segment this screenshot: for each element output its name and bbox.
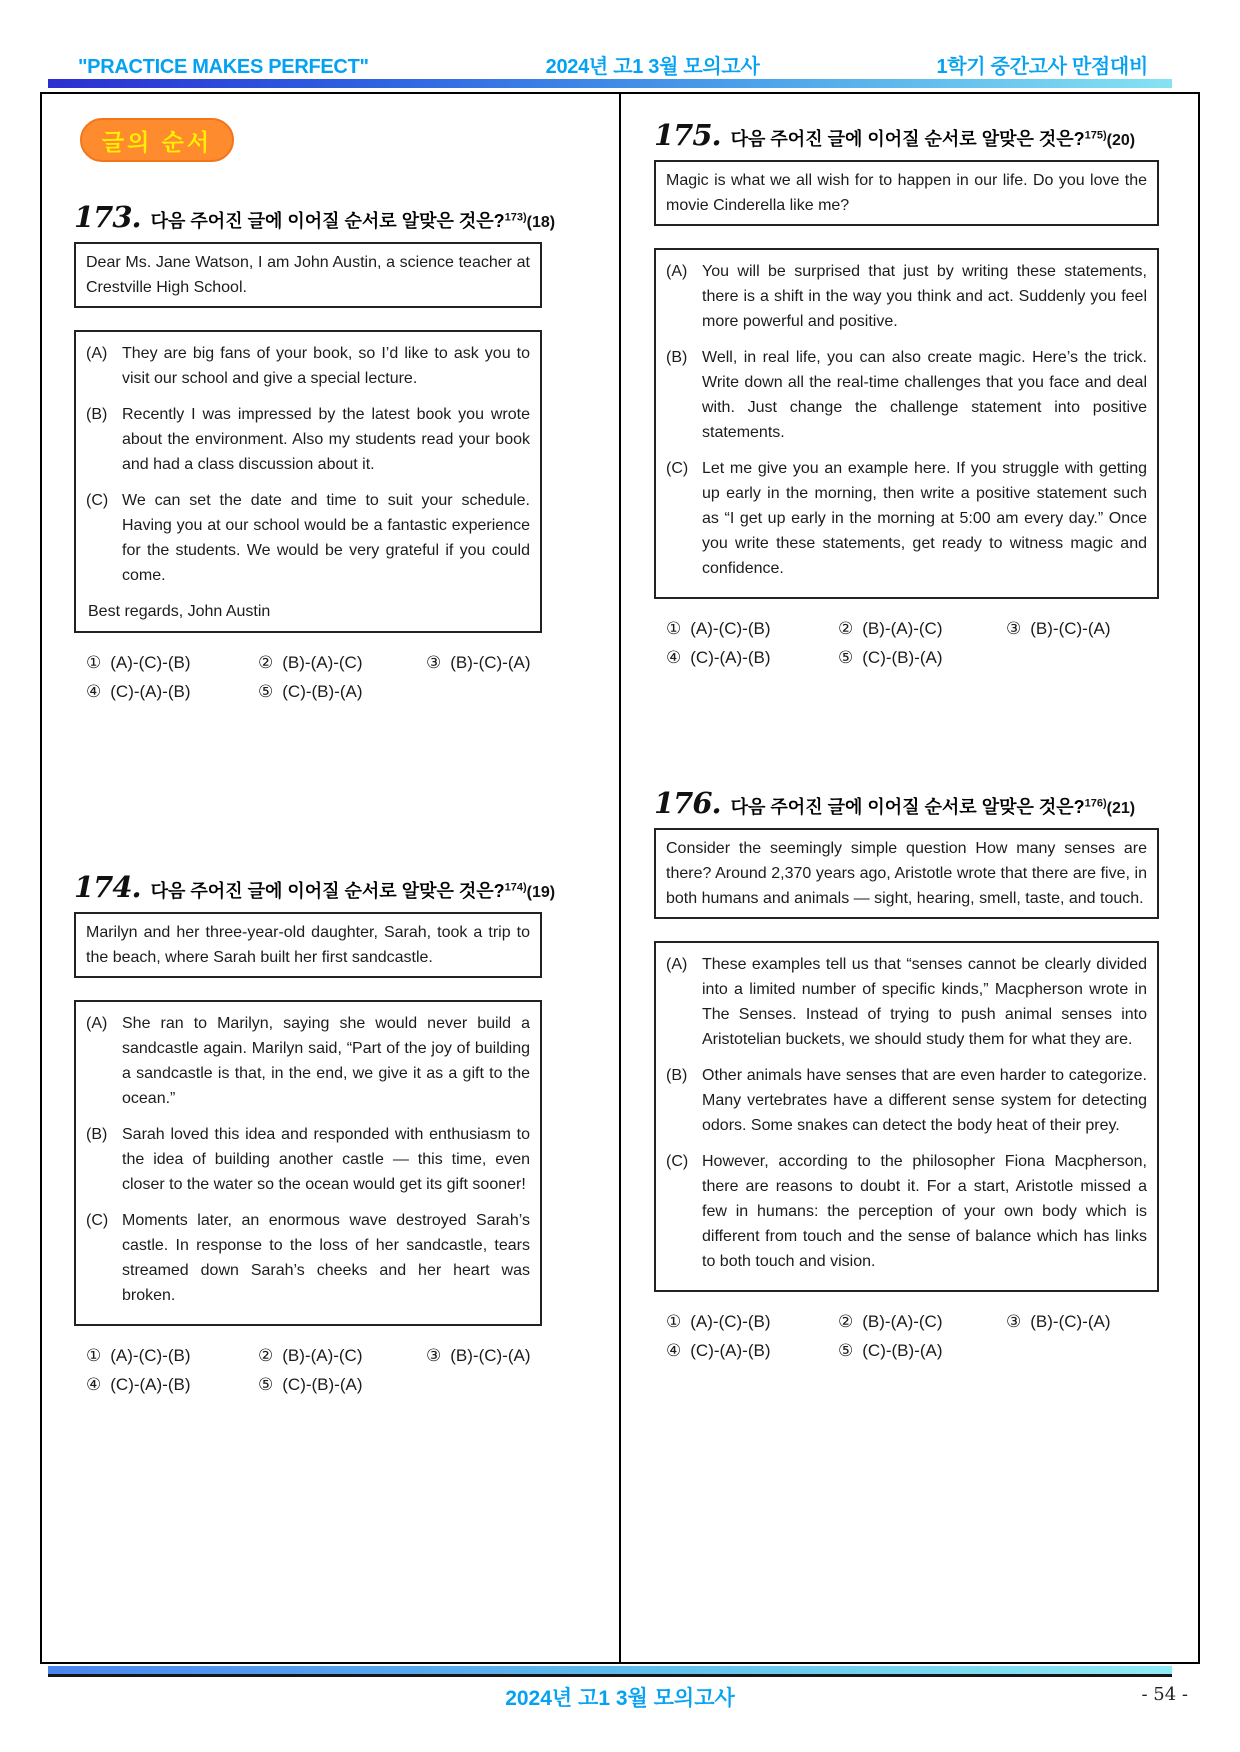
choice-number: ② bbox=[258, 1346, 274, 1365]
header-motto: "PRACTICE MAKES PERFECT" bbox=[78, 56, 369, 78]
question-number: 175. bbox=[654, 118, 721, 152]
order-item-label: (B) bbox=[666, 1067, 688, 1084]
question-tag: (18) bbox=[526, 214, 556, 231]
section-badge: 글의 순서 bbox=[80, 118, 234, 162]
choices bbox=[654, 619, 1159, 668]
question-header bbox=[74, 870, 556, 904]
footer-exam-title: 2024년 고1 3월 모의고사 bbox=[505, 1687, 735, 1710]
choice-5 bbox=[838, 648, 1006, 668]
question-tag: (19) bbox=[526, 884, 556, 901]
choice-text: (B)-(A)-(C) bbox=[282, 1346, 363, 1365]
order-item-label: (B) bbox=[666, 349, 688, 366]
choice-number: ① bbox=[666, 619, 682, 638]
question-174 bbox=[74, 870, 556, 1395]
choice-text: (B)-(C)-(A) bbox=[1030, 1312, 1111, 1331]
order-item-text: Let me give you an example here. If you struggle with getting up early in the morning, then write a positive statement such as “I get up early in the morning at 5:00 am every day.” Once you write these statements, get ready to witness magic and confidence. bbox=[702, 460, 1147, 577]
order-item-b bbox=[86, 402, 530, 477]
order-items-box bbox=[74, 1000, 542, 1326]
order-item-label: (C) bbox=[666, 1153, 689, 1170]
choice-text: (C)-(A)-(B) bbox=[690, 648, 771, 667]
order-item-c bbox=[86, 1208, 530, 1308]
column-divider bbox=[619, 94, 621, 1662]
order-item-b bbox=[666, 345, 1147, 445]
choice-text: (C)-(A)-(B) bbox=[110, 682, 191, 701]
order-item-c bbox=[666, 1149, 1147, 1274]
order-items-box bbox=[654, 248, 1159, 599]
order-items-box bbox=[74, 330, 542, 633]
order-item-b bbox=[86, 1122, 530, 1197]
order-item-text: Recently I was impressed by the latest book you wrote about the environment. Also my students read your book and had a class discussion about it. bbox=[122, 406, 530, 473]
choice-number: ④ bbox=[666, 1341, 682, 1360]
question-number: 173. bbox=[74, 200, 141, 234]
order-item-label: (A) bbox=[86, 345, 108, 362]
choice-number: ③ bbox=[1006, 619, 1022, 638]
choice-number: ③ bbox=[426, 1346, 442, 1365]
choice-text: (C)-(B)-(A) bbox=[282, 682, 363, 701]
order-item-c bbox=[86, 488, 530, 588]
choice-1 bbox=[666, 1312, 838, 1332]
question-title: 다음 주어진 글에 이어질 순서로 알맞은 것은? bbox=[730, 797, 1085, 817]
choice-text: (C)-(B)-(A) bbox=[282, 1375, 363, 1394]
choice-number: ④ bbox=[86, 682, 102, 701]
choice-3 bbox=[426, 1346, 542, 1366]
question-number: 174. bbox=[74, 870, 141, 904]
order-item-label: (C) bbox=[666, 460, 689, 477]
choice-2 bbox=[258, 1346, 426, 1366]
order-item-text: Sarah loved this idea and responded with enthusiasm to the idea of building another castle — this time, even closer to the water so the ocean would get its gift sooner! bbox=[122, 1126, 530, 1193]
order-item-text: Well, in real life, you can also create magic. Here’s the trick. Write down all the real-time challenges that you face and deal with. Just change the challenge statement into positive statements. bbox=[702, 349, 1147, 441]
choice-text: (B)-(A)-(C) bbox=[282, 653, 363, 672]
order-item-label: (B) bbox=[86, 406, 108, 423]
page-number: - 54 - bbox=[1141, 1684, 1188, 1705]
choice-3 bbox=[426, 653, 542, 673]
order-item-text: These examples tell us that “senses cannot be clearly divided into a limited number of specific kinds,” Macpherson wrote in The Senses. Instead of trying to push animal senses into Aristotelian buckets, we should study them for what they are. bbox=[702, 956, 1147, 1048]
choice-number: ⑤ bbox=[258, 682, 274, 701]
choice-4 bbox=[666, 648, 838, 668]
choice-number: ② bbox=[838, 1312, 854, 1331]
order-item-b bbox=[666, 1063, 1147, 1138]
choice-4 bbox=[86, 682, 258, 702]
choice-text: (C)-(B)-(A) bbox=[862, 1341, 943, 1360]
choice-text: (B)-(C)-(A) bbox=[450, 1346, 531, 1365]
order-item-c bbox=[666, 456, 1147, 581]
footer-gradient-bar bbox=[48, 1666, 1172, 1677]
choice-number: ③ bbox=[1006, 1312, 1022, 1331]
choice-4 bbox=[666, 1341, 838, 1361]
choice-5 bbox=[258, 682, 426, 702]
choice-text: (C)-(A)-(B) bbox=[690, 1341, 771, 1360]
order-items-box bbox=[654, 941, 1159, 1292]
choices bbox=[74, 1346, 542, 1395]
question-ref-superscript: 173) bbox=[504, 211, 527, 224]
choice-number: ③ bbox=[426, 653, 442, 672]
order-item-text: We can set the date and time to suit your schedule. Having you at our school would be a fantastic experience for the students. We would be very grateful if you could come. bbox=[122, 492, 530, 584]
choice-1 bbox=[86, 1346, 258, 1366]
order-item-a bbox=[86, 1011, 530, 1111]
order-item-text: However, according to the philosopher Fiona Macpherson, there are reasons to doubt it. For a start, Aristotle missed a few in humans: the perception of your own body which is different from touch and the sense of balance which has links to both touch and vision. bbox=[702, 1153, 1147, 1270]
choice-5 bbox=[258, 1375, 426, 1395]
choices bbox=[74, 653, 542, 702]
choice-2 bbox=[838, 619, 1006, 639]
choice-number: ⑤ bbox=[838, 1341, 854, 1360]
question-ref-superscript: 175) bbox=[1084, 129, 1107, 142]
question-tag: (21) bbox=[1106, 800, 1136, 817]
choice-text: (B)-(C)-(A) bbox=[1030, 619, 1111, 638]
order-item-label: (B) bbox=[86, 1126, 108, 1143]
order-item-label: (A) bbox=[666, 956, 688, 973]
choice-4 bbox=[86, 1375, 258, 1395]
choices bbox=[654, 1312, 1159, 1361]
stem-box: Marilyn and her three-year-old daughter, Sarah, took a trip to the beach, where Sarah built her first sandcastle. bbox=[74, 912, 542, 978]
choice-number: ⑤ bbox=[258, 1375, 274, 1394]
order-item-a bbox=[86, 341, 530, 391]
order-item-label: (A) bbox=[666, 263, 688, 280]
order-item-a bbox=[666, 952, 1147, 1052]
order-item-a bbox=[666, 259, 1147, 334]
question-header bbox=[654, 786, 1159, 820]
header-exam-title: 2024년 고1 3월 모의고사 bbox=[545, 56, 760, 78]
question-title: 다음 주어진 글에 이어질 순서로 알맞은 것은? bbox=[150, 881, 505, 901]
right-column bbox=[654, 94, 1159, 1361]
question-title: 다음 주어진 글에 이어질 순서로 알맞은 것은? bbox=[730, 129, 1085, 149]
choice-number: ⑤ bbox=[838, 648, 854, 667]
choice-number: ② bbox=[258, 653, 274, 672]
choice-1 bbox=[86, 653, 258, 673]
choice-1 bbox=[666, 619, 838, 639]
content-frame bbox=[40, 92, 1200, 1664]
question-number: 176. bbox=[654, 786, 721, 820]
choice-3 bbox=[1006, 1312, 1159, 1332]
closing-line: Best regards, John Austin bbox=[88, 603, 271, 620]
order-item-text: Moments later, an enormous wave destroyed Sarah’s castle. In response to the loss of her sandcastle, tears streamed down Sarah’s cheeks and her heart was broken. bbox=[122, 1212, 530, 1304]
stem-box: Magic is what we all wish for to happen in our life. Do you love the movie Cinderella like me? bbox=[654, 160, 1159, 226]
choice-number: ① bbox=[666, 1312, 682, 1331]
choice-text: (A)-(C)-(B) bbox=[690, 619, 771, 638]
header-gradient-bar bbox=[48, 79, 1172, 88]
order-item-label: (A) bbox=[86, 1015, 108, 1032]
question-ref-superscript: 174) bbox=[504, 881, 527, 894]
question-176 bbox=[654, 786, 1159, 1361]
choice-3 bbox=[1006, 619, 1159, 639]
stem-box: Consider the seemingly simple question How many senses are there? Around 2,370 years ago, Aristotle wrote that there are five, in both humans and animals — sight, hearing, smell, taste, and touch. bbox=[654, 828, 1159, 919]
order-item-label: (C) bbox=[86, 1212, 109, 1229]
choice-text: (B)-(A)-(C) bbox=[862, 619, 943, 638]
choice-5 bbox=[838, 1341, 1006, 1361]
question-title: 다음 주어진 글에 이어질 순서로 알맞은 것은? bbox=[150, 211, 505, 231]
order-item-label: (C) bbox=[86, 492, 109, 509]
stem-box: Dear Ms. Jane Watson, I am John Austin, a science teacher at Crestville High School. bbox=[74, 242, 542, 308]
choice-text: (A)-(C)-(B) bbox=[110, 653, 191, 672]
choice-number: ④ bbox=[666, 648, 682, 667]
choice-number: ① bbox=[86, 653, 102, 672]
choice-text: (A)-(C)-(B) bbox=[690, 1312, 771, 1331]
question-ref-superscript: 176) bbox=[1084, 797, 1107, 810]
choice-text: (A)-(C)-(B) bbox=[110, 1346, 191, 1365]
choice-2 bbox=[258, 653, 426, 673]
question-175 bbox=[654, 118, 1159, 668]
question-header bbox=[654, 118, 1159, 152]
choice-text: (C)-(A)-(B) bbox=[110, 1375, 191, 1394]
question-173 bbox=[74, 200, 556, 702]
question-header bbox=[74, 200, 556, 234]
header-subtitle: 1학기 중간고사 만점대비 bbox=[936, 56, 1148, 78]
choice-text: (B)-(C)-(A) bbox=[450, 653, 531, 672]
left-column bbox=[74, 94, 556, 1395]
choice-text: (B)-(A)-(C) bbox=[862, 1312, 943, 1331]
order-item-text: They are big fans of your book, so I’d like to ask you to visit our school and give a special lecture. bbox=[122, 345, 530, 387]
question-tag: (20) bbox=[1106, 132, 1136, 149]
order-item-text: She ran to Marilyn, saying she would never build a sandcastle again. Marilyn said, “Part of the joy of building a sandcastle is that, in the end, we give it as a gift to the ocean.” bbox=[122, 1015, 530, 1107]
order-item-text: Other animals have senses that are even harder to categorize. Many vertebrates have a different sense system for detecting odors. Some snakes can detect the body heat of their prey. bbox=[702, 1067, 1147, 1134]
choice-number: ② bbox=[838, 619, 854, 638]
choice-number: ① bbox=[86, 1346, 102, 1365]
order-item-text: You will be surprised that just by writing these statements, there is a shift in the way you think and act. Suddenly you feel more powerful and positive. bbox=[702, 263, 1147, 330]
choice-number: ④ bbox=[86, 1375, 102, 1394]
page-header bbox=[78, 50, 1148, 79]
choice-2 bbox=[838, 1312, 1006, 1332]
choice-text: (C)-(B)-(A) bbox=[862, 648, 943, 667]
